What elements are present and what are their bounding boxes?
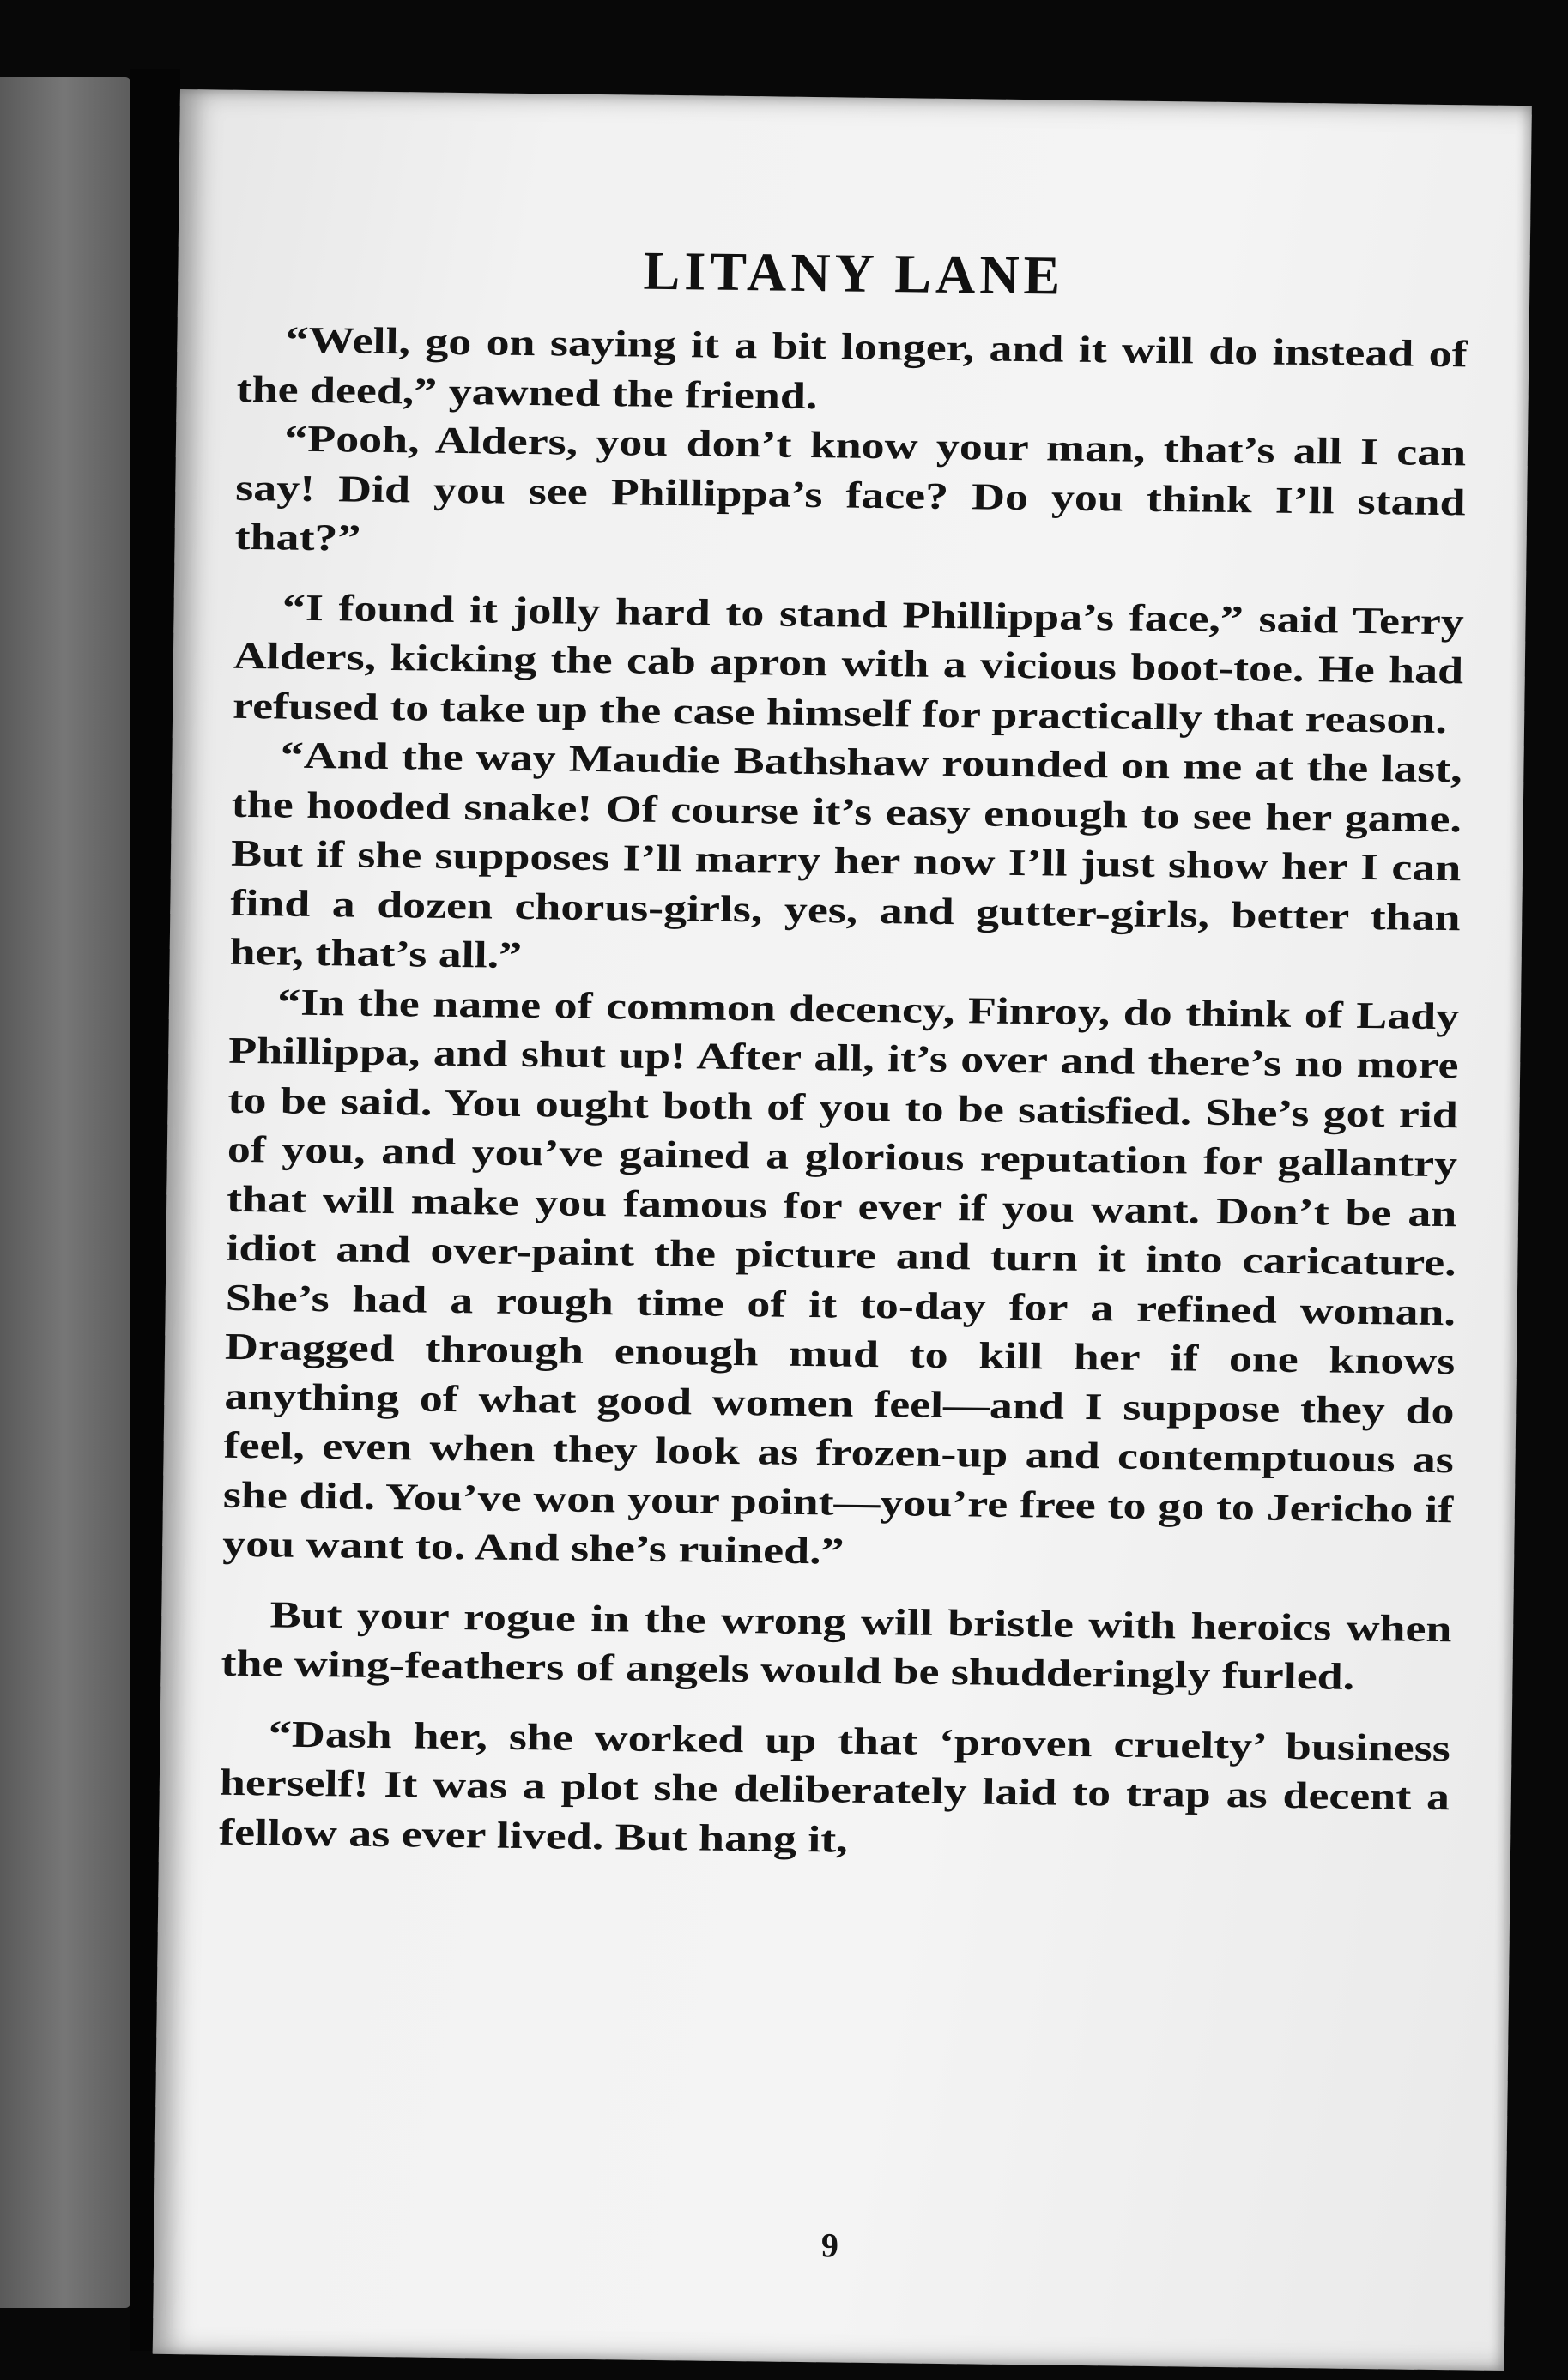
- paragraph: “In the name of common decency, Finroy, do think of Lady Phillippa, and shut up! After all, it’s over and there’s no more to be said. You ought both of you to be satisfied. She’s got rid of you, and you’ve gained a glorious reputation for gallantry that will make you famous for ever if you want. Don’t be an idiot and over-paint the picture and turn it into caricature. She’s had a rough time of it to-day for a refined woman. Dragged through enough mud to kill her if one knows anything of what good women feel—and I suppose they do feel, even when they look as frozen-up and contemptuous as she did. You’ve won your point—you’re free to go to Jericho if you want to. And she’s ruined.”: [221, 980, 1460, 1573]
- paragraph: “Well, go on saying it a bit longer, and it will do instead of the deed,” yawned the friend.: [236, 318, 1468, 417]
- paragraph: “And the way Maudie Bathshaw rounded on me at the last, the hooded snake! Of course it’s easy enough to see her game. But if she supposes I’ll marry her now I’ll just show her I can find a dozen chorus-girls, yes, and gutter-girls, better than her, that’s all.”: [229, 734, 1462, 976]
- paragraph: “Pooh, Alders, you don’t know your man, that’s all I can say! Did you see Phillippa’s face? Do you think I’ll stand that?”: [234, 417, 1467, 559]
- body-text: [219, 315, 1468, 1871]
- running-head: LITANY LANE: [643, 239, 1065, 306]
- paragraph: But your rogue in the wrong will bristle with heroics when the wing-feathers of angels would be shudderingly furled.: [221, 1592, 1452, 1698]
- paragraph: “I found it jolly hard to stand Phillippa’s face,” said Terry Alders, kicking the cab apron with a vicious boot-toe. He had refused to take up the case himself for practically that reason.: [232, 586, 1465, 741]
- book-page: [153, 89, 1532, 2371]
- facing-page-edge: [0, 77, 130, 2308]
- paragraph: “Dash her, she worked up that ‘proven cruelty’ business herself! It was a plot she deliberately laid to trap as decent a fellow as ever lived. But hang it,: [218, 1712, 1451, 1861]
- page-number: 9: [820, 2226, 839, 2265]
